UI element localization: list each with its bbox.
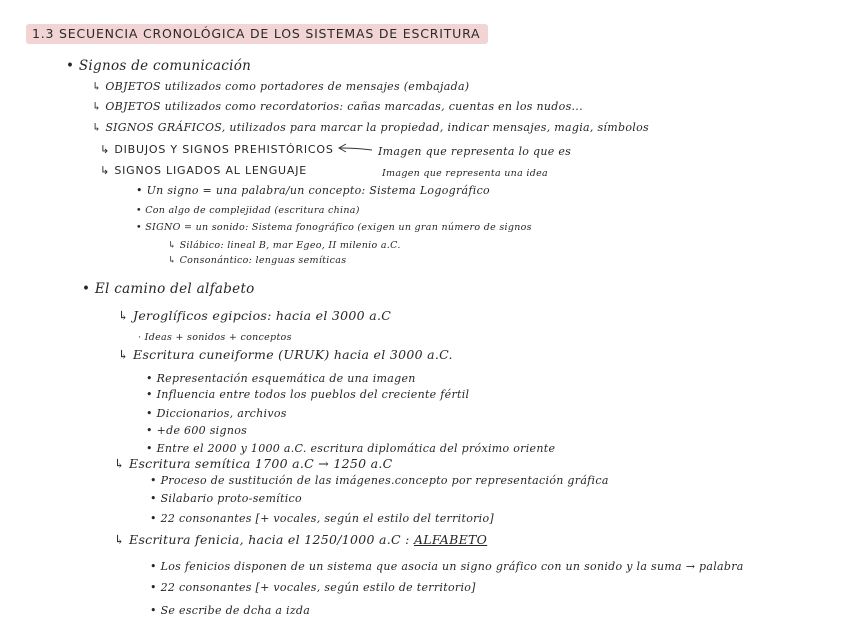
fenicia-sistema: • Los fenicios disponen de un sistema que asocia un signo gráfico con un sonido y la suma → palabra (150, 560, 744, 573)
fenicia-text: ↳ Escritura fenicia, hacia el 1250/1000 a.C : (114, 532, 410, 547)
semitica-silabario: • Silabario proto-semítico (150, 492, 302, 505)
alfabeto-emphasis: ALFABETO (413, 532, 488, 547)
item-cuneiforme: ↳ Escritura cuneiforme (URUK) hacia el 3000 a.C. (118, 347, 453, 362)
section-title: 1.3 SECUENCIA CRONOLÓGICA DE LOS SISTEMAS DE ESCRITURA (26, 24, 488, 44)
signos-item-ligados-lenguaje: ↳ SIGNOS LIGADOS AL LENGUAJE (100, 164, 308, 177)
cuneiforme-diplomatica: • Entre el 2000 y 1000 a.C. escritura diplomática del próximo oriente (146, 442, 556, 455)
signos-item-dibujos: ↳ DIBUJOS Y SIGNOS PREHISTÓRICOS (100, 143, 334, 156)
semitica-proceso: • Proceso de sustitución de las imágenes.concepto por representación gráfica (150, 474, 609, 487)
cuneiforme-representacion: • Representación esquemática de una imagen (146, 372, 416, 385)
sub-consonantico: ↳ Consonántico: lenguas semíticas (168, 255, 347, 266)
signos-item-objetos-recordatorios: ↳ OBJETOS utilizados como recordatorios: cañas marcadas, cuentas en los nudos... (92, 100, 583, 113)
fenicia-consonantes: • 22 consonantes [+ vocales, según estilo de territorio] (150, 581, 476, 594)
item-semitica: ↳ Escritura semítica 1700 a.C → 1250 a.C (114, 456, 393, 471)
note-imagen-idea: Imagen que representa una idea (382, 168, 548, 179)
signos-item-objetos-portadores: ↳ OBJETOS utilizados como portadores de mensajes (embajada) (92, 80, 470, 93)
semitica-consonantes: • 22 consonantes [+ vocales, según el estilo del territorio] (150, 512, 495, 525)
cuneiforme-signos: • +de 600 signos (146, 424, 248, 437)
cuneiforme-influencia: • Influencia entre todos los pueblos del creciente fértil (146, 388, 470, 401)
item-jeroglificos: ↳ Jeroglíficos egipcios: hacia el 3000 a.C (118, 308, 392, 323)
bullet-fonografico: • SIGNO = un sonido: Sistema fonográfico (exigen un gran número de signos (136, 222, 532, 233)
item-fenicia (114, 533, 487, 547)
bullet-logografico: • Un signo = una palabra/un concepto: Sistema Logográfico (136, 184, 490, 197)
heading-signos: • Signos de comunicación (66, 58, 252, 74)
signos-item-signos-graficos: ↳ SIGNOS GRÁFICOS, utilizados para marcar la propiedad, indicar mensajes, magia, símbolos (92, 121, 649, 134)
heading-camino: • El camino del alfabeto (82, 281, 255, 297)
sub-ideas-sonidos: · Ideas + sonidos + conceptos (138, 332, 292, 343)
fenicia-direccion: • Se escribe de dcha a izda (150, 604, 311, 617)
sub-silabico: ↳ Silábico: lineal B, mar Egeo, II milenio a.C. (168, 240, 401, 251)
note-imagen-lo-que-es: Imagen que representa lo que es (378, 145, 572, 158)
cuneiforme-diccionarios: • Diccionarios, archivos (146, 407, 287, 420)
bullet-complejidad: • Con algo de complejidad (escritura china) (136, 205, 360, 216)
